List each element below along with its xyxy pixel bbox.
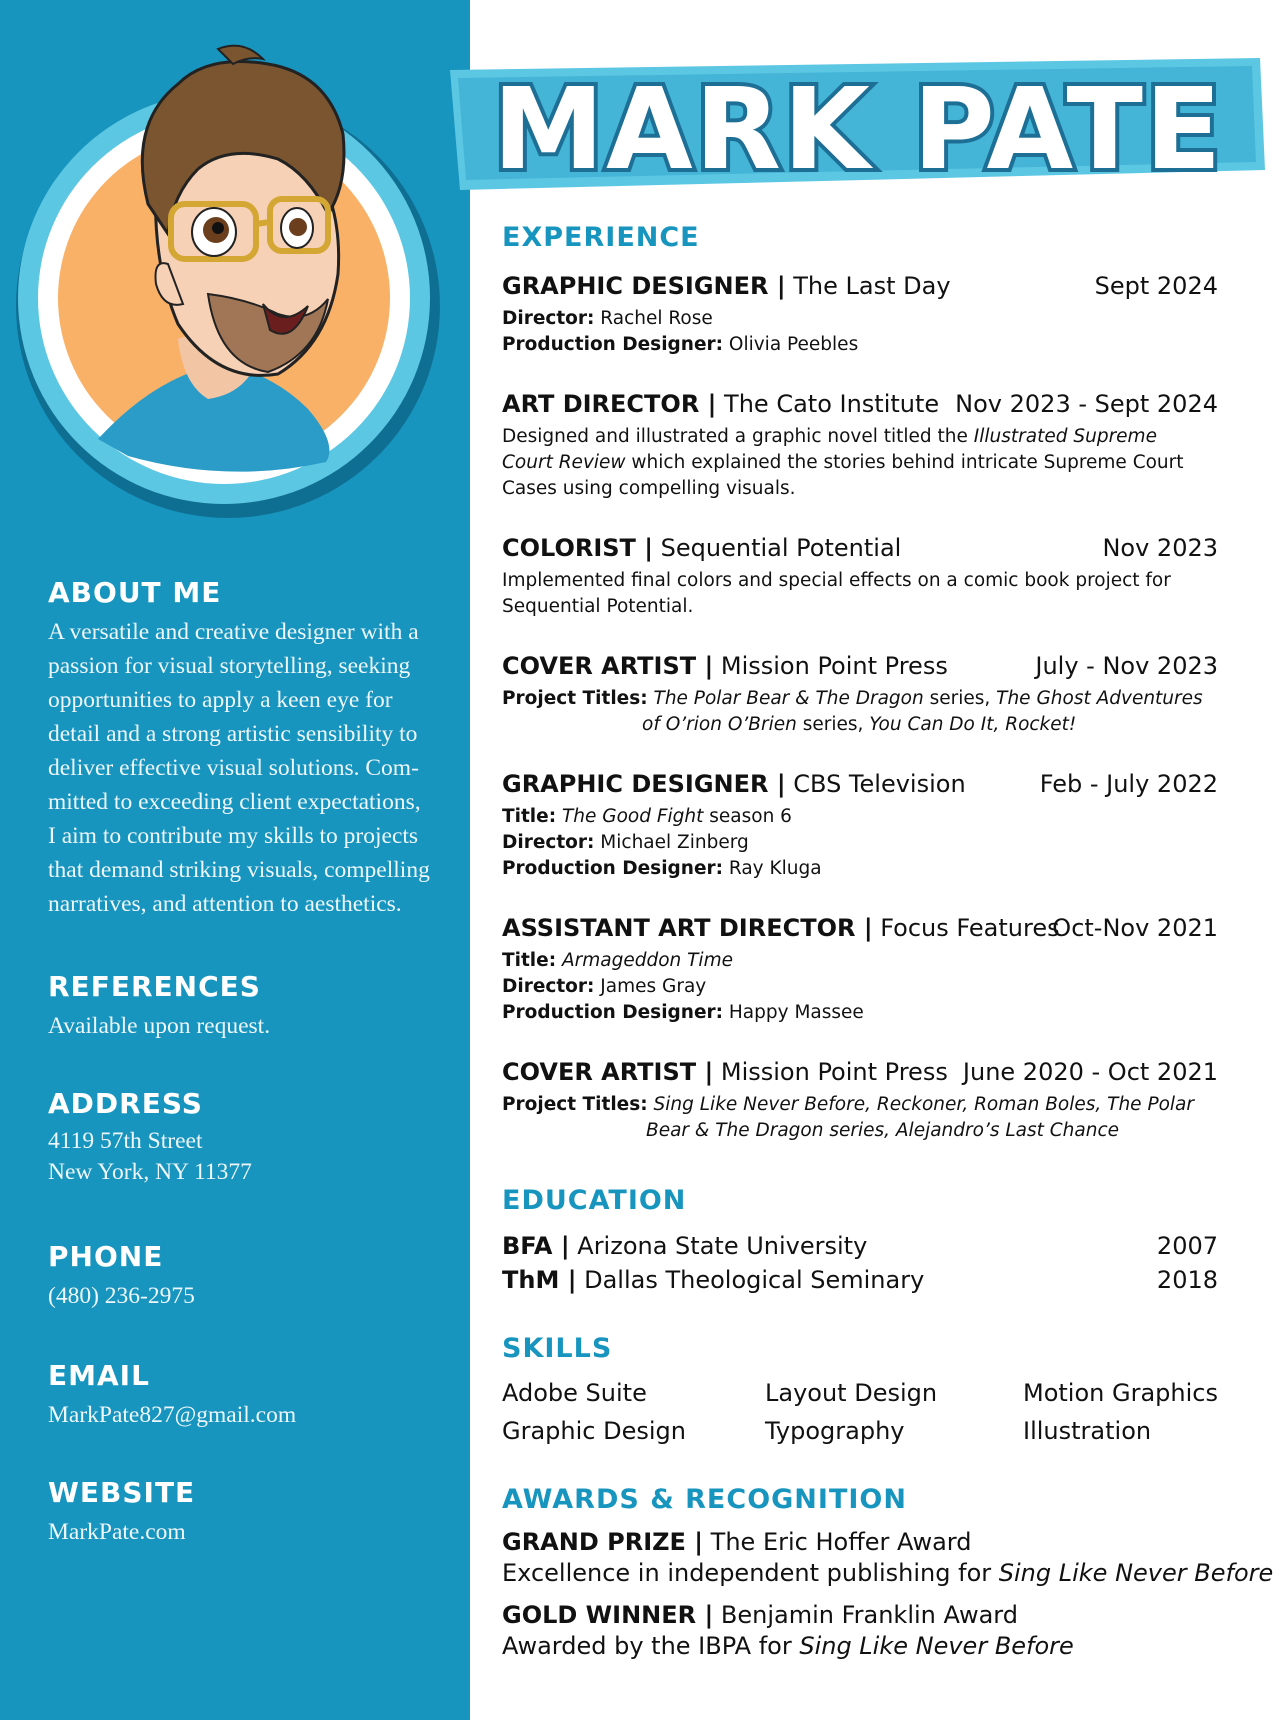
skills-heading: SKILLS bbox=[502, 1333, 613, 1364]
job-company: The Cato Institute bbox=[716, 390, 940, 418]
job-company: Sequential Potential bbox=[653, 534, 902, 562]
award-item: GRAND PRIZE | The Eric Hoffer Award Excellence in independent publishing for Sing Like Never Before bbox=[502, 1528, 1274, 1587]
job-entry: COVER ARTIST | Mission Point Press June 2020 - Oct 2021 Project Titles: Sing Like Never Before, Reckoner, Roman Boles, The Polar Bear & The Dragon series, Alejandro’s Last Chance bbox=[502, 1058, 1218, 1141]
education-item: BFA | Arizona State University 2007 bbox=[502, 1232, 1218, 1260]
email-section bbox=[48, 1359, 458, 1432]
phone-section bbox=[48, 1240, 458, 1313]
job-role: ASSISTANT ART DIRECTOR | bbox=[502, 914, 873, 942]
job-date: Sept 2024 bbox=[1094, 272, 1218, 300]
about-heading: ABOUT ME bbox=[48, 576, 222, 609]
job-entry: GRAPHIC DESIGNER | The Last Day Sept 2024 Director: Rachel Rose Production Designer: Olivia Peebles bbox=[502, 272, 1218, 355]
job-company: Focus Features bbox=[872, 914, 1060, 942]
job-entry: ART DIRECTOR | The Cato Institute Nov 2023 - Sept 2024 Designed and illustrated a graphic novel titled the Illustrated Supreme Court Review which explained the stories behind intricate Supreme Court Cases using compelling visuals. bbox=[502, 390, 1218, 499]
address-section bbox=[48, 1087, 458, 1188]
job-date: Feb - July 2022 bbox=[1039, 770, 1218, 798]
job-date: July - Nov 2023 bbox=[1035, 652, 1218, 680]
job-date: Oct-Nov 2021 bbox=[1052, 914, 1218, 942]
website-heading: WEBSITE bbox=[48, 1476, 196, 1509]
address-heading: ADDRESS bbox=[48, 1087, 203, 1120]
website-section bbox=[48, 1476, 458, 1549]
name-banner bbox=[440, 50, 1270, 210]
job-entry: COLORIST | Sequential Potential Nov 2023 Implemented final colors and special effects on a comic book project for Sequential Potential. bbox=[502, 534, 1218, 617]
avatar bbox=[8, 44, 448, 524]
job-role: ART DIRECTOR | bbox=[502, 390, 717, 418]
job-company: Mission Point Press bbox=[713, 652, 948, 680]
job-role: COVER ARTIST | bbox=[502, 652, 714, 680]
address-text: 4119 57th Street New York, NY 11377 bbox=[48, 1128, 252, 1185]
job-date: June 2020 - Oct 2021 bbox=[962, 1058, 1218, 1086]
references-heading: REFERENCES bbox=[48, 970, 261, 1003]
skill-item: Layout Design bbox=[765, 1379, 938, 1407]
job-role: COVER ARTIST | bbox=[502, 1058, 714, 1086]
about-section bbox=[48, 576, 458, 921]
job-date: Nov 2023 - Sept 2024 bbox=[955, 390, 1218, 418]
about-text: A versatile and creative designer with a passion for visual storytelling, seeking opportunities to apply a keen eye for detail and a strong artistic sensibility to deliver effective visual solutions. Com- mitted to exceeding client expectations, I aim to contribute my skills to projects that demand striking visuals, compelling narratives, and attention to aesthetics. bbox=[48, 619, 430, 917]
education-item: ThM | Dallas Theological Seminary 2018 bbox=[502, 1266, 1218, 1294]
skill-item: Adobe Suite bbox=[502, 1379, 647, 1407]
job-date: Nov 2023 bbox=[1102, 534, 1218, 562]
job-entry: ASSISTANT ART DIRECTOR | Focus Features Oct-Nov 2021 Title: Armageddon Time Director: James Gray Production Designer: Happy Massee bbox=[502, 914, 1218, 1023]
skill-item: Motion Graphics bbox=[1023, 1379, 1218, 1407]
phone-heading: PHONE bbox=[48, 1240, 164, 1273]
awards-heading: AWARDS & RECOGNITION bbox=[502, 1484, 907, 1515]
job-role: GRAPHIC DESIGNER | bbox=[502, 272, 786, 300]
references-text: Available upon request. bbox=[48, 1013, 271, 1039]
job-entry: GRAPHIC DESIGNER | CBS Television Feb - July 2022 Title: The Good Fight season 6 Director: Michael Zinberg Production Designer: Ray Kluga bbox=[502, 770, 1218, 879]
job-company: The Last Day bbox=[785, 272, 951, 300]
job-role: GRAPHIC DESIGNER | bbox=[502, 770, 786, 798]
education-heading: EDUCATION bbox=[502, 1185, 687, 1216]
experience-heading: EXPERIENCE bbox=[502, 222, 700, 253]
job-company: Mission Point Press bbox=[713, 1058, 948, 1086]
email-heading: EMAIL bbox=[48, 1359, 150, 1392]
award-item: GOLD WINNER | Benjamin Franklin Award Awarded by the IBPA for Sing Like Never Before bbox=[502, 1601, 1074, 1660]
job-company: CBS Television bbox=[785, 770, 966, 798]
job-entry: COVER ARTIST | Mission Point Press July - Nov 2023 Project Titles: The Polar Bear & The Dragon series, The Ghost Adventures of O’rion O’Brien series, You Can Do It, Rocket! bbox=[502, 652, 1218, 735]
skill-item: Typography bbox=[765, 1417, 905, 1445]
skill-item: Illustration bbox=[1023, 1417, 1152, 1445]
references-section bbox=[48, 970, 458, 1043]
name-title: MARK PATE bbox=[492, 65, 1224, 195]
job-role: COLORIST | bbox=[502, 534, 654, 562]
skill-item: Graphic Design bbox=[502, 1417, 686, 1445]
website-link[interactable]: MarkPate.com bbox=[48, 1519, 186, 1545]
phone-text: (480) 236-2975 bbox=[48, 1283, 195, 1309]
email-link[interactable]: MarkPate827@gmail.com bbox=[48, 1402, 297, 1428]
